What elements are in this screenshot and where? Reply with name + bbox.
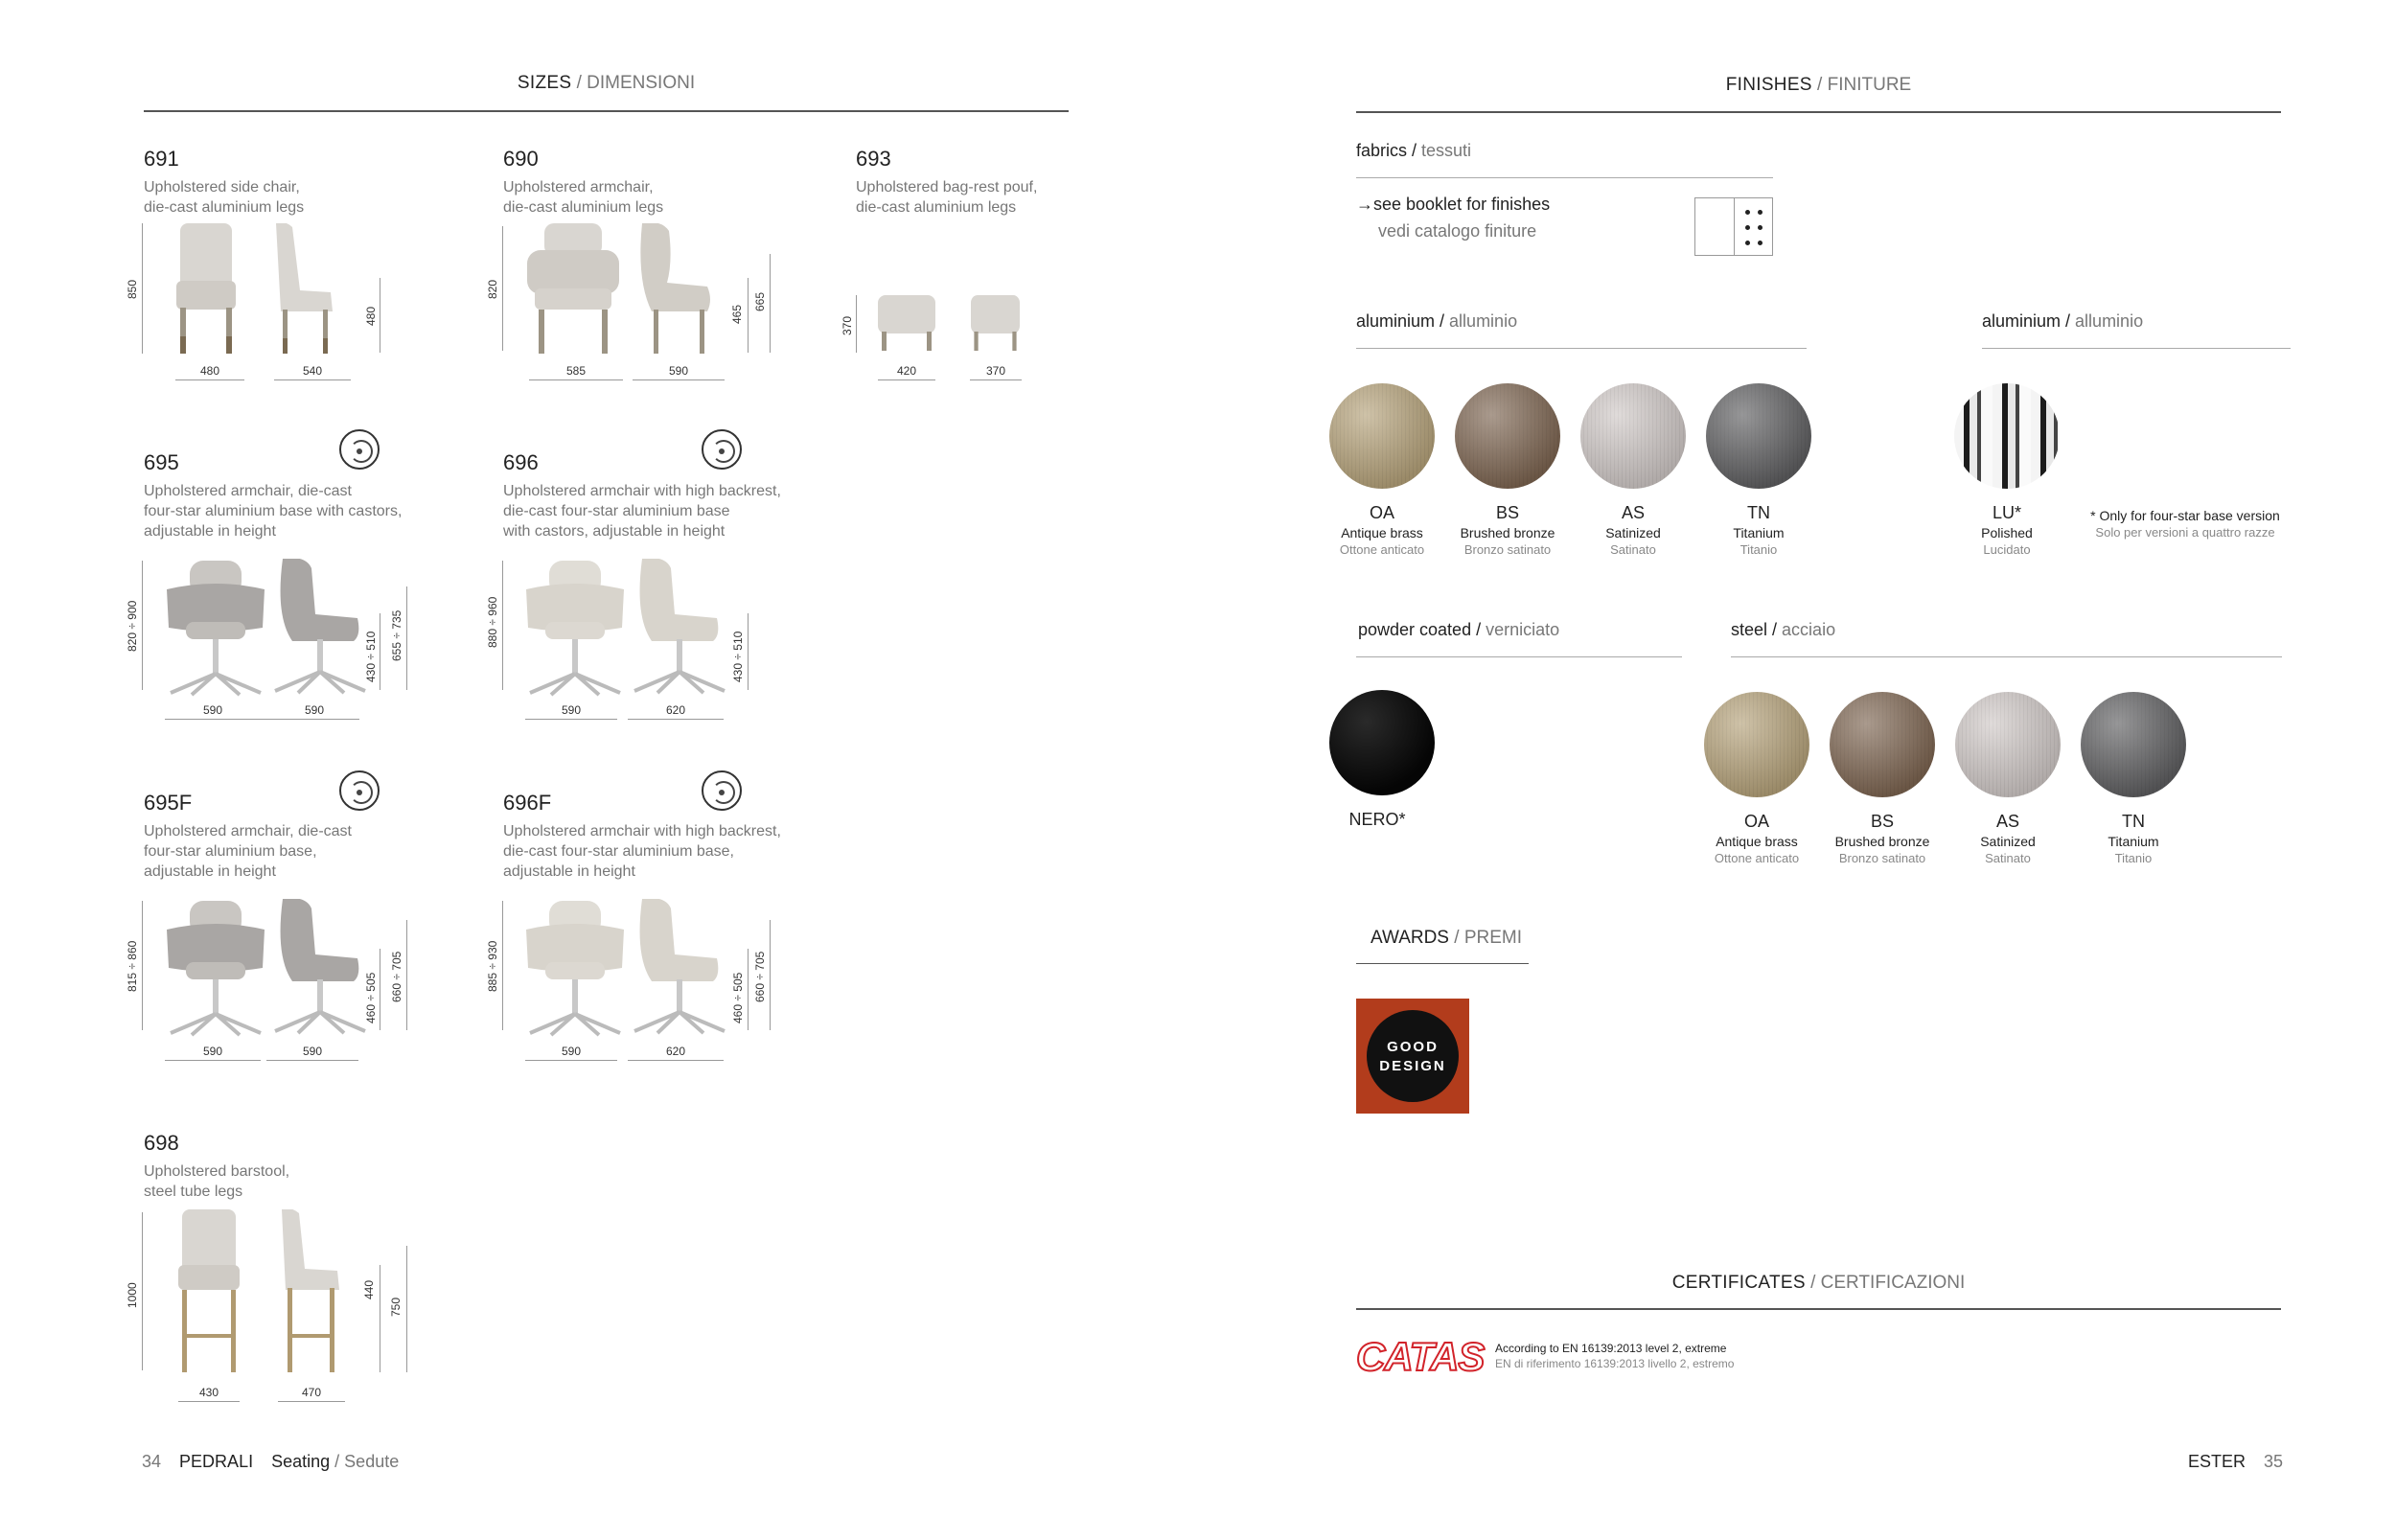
dim-depth: 590: [302, 1045, 323, 1058]
dim-seat-height: 460 ÷ 505: [364, 972, 378, 1023]
product-desc-1: Upholstered armchair,: [503, 179, 654, 195]
swatch-name-it: Ottone anticato: [1339, 542, 1425, 557]
catas-text: According to EN 16139:2013 level 2, extreme: [1495, 1342, 1727, 1355]
product-code: 690: [503, 147, 539, 171]
product-desc-1: Upholstered armchair, die-cast: [144, 483, 352, 499]
dim-height: 850: [126, 279, 139, 299]
swatch-code: AS: [1995, 812, 2019, 831]
product-desc-2: die-cast four-star aluminium base: [503, 503, 730, 519]
dim-depth: 590: [668, 364, 689, 378]
dim-seat-height: 480: [364, 306, 378, 326]
right-footer: [2185, 1452, 2283, 1472]
product-code: 696: [503, 450, 539, 474]
dim-width: 585: [565, 364, 587, 378]
page-number: 35: [2263, 1452, 2283, 1471]
swatch-code: BS: [1870, 812, 1894, 831]
chair-690-front: [525, 223, 626, 357]
dim-width: 480: [199, 364, 220, 378]
swatch-name-it: Ottone anticato: [1714, 851, 1800, 865]
swivel-icon: [339, 770, 380, 811]
product-desc-2: steel tube legs: [144, 1184, 243, 1200]
section-name: Seating: [271, 1452, 331, 1471]
finishes-heading: FINISHES / FINITURE: [1725, 75, 1912, 95]
dim-depth: 470: [301, 1386, 322, 1399]
dim-arm-height: 655 ÷ 735: [390, 609, 403, 661]
polished-note: * Only for four-star base version: [2090, 508, 2280, 523]
chair-691-front: [173, 223, 249, 357]
chair-695f-front: [163, 901, 268, 1037]
swatch-name: Satinized: [1605, 525, 1661, 540]
product-696f: [503, 791, 781, 882]
product-desc-3: adjustable in height: [503, 863, 635, 880]
dim-width: 590: [202, 703, 223, 717]
swivel-icon: [702, 770, 742, 811]
chair-696f-side: [623, 899, 728, 1035]
dim-arm-height: 665: [753, 291, 767, 311]
product-698: [144, 1131, 289, 1202]
section-name-it: Sedute: [344, 1452, 400, 1471]
swatch-as: [1955, 692, 2061, 797]
dim-depth: 540: [302, 364, 323, 378]
dim-seat-height: 460 ÷ 505: [731, 972, 745, 1023]
dim-height: 820 ÷ 900: [126, 600, 139, 652]
brand-name: PEDRALI: [179, 1452, 254, 1471]
swatch-code: OA: [1743, 812, 1769, 831]
polished-swatch: [1954, 383, 2060, 489]
sizes-rule: [144, 110, 1069, 112]
swatch-code: TN: [2122, 812, 2145, 831]
swivel-icon: [339, 429, 380, 470]
dim-width: 590: [561, 703, 582, 717]
dim-depth: 590: [304, 703, 325, 717]
swatch-name-it: Bronzo satinato: [1838, 851, 1926, 865]
aluminium-polished-heading: aluminium / alluminio: [1982, 311, 2144, 331]
product-code: 691: [144, 147, 179, 171]
aluminium-heading: aluminium / alluminio: [1356, 311, 1518, 331]
pouf-693-side: [971, 295, 1023, 355]
powder-coated-heading: powder coated / verniciato: [1358, 620, 1560, 639]
product-desc-2: four-star aluminium base,: [144, 843, 317, 860]
catas-text-it: EN di riferimento 16139:2013 livello 2, estremo: [1495, 1357, 1735, 1370]
dim-width: 430: [198, 1386, 219, 1399]
product-desc-1: Upholstered armchair with high backrest,: [503, 823, 781, 839]
booklet-link-it: vedi catalogo finiture: [1378, 221, 1537, 241]
swatch-name: Satinized: [1980, 834, 2036, 849]
swatch-name: Brushed bronze: [1834, 834, 1930, 849]
swatch-code: LU*: [1992, 503, 2021, 522]
product-code: 695: [144, 450, 179, 474]
dim-height: 820: [486, 279, 499, 299]
page-number: 34: [142, 1452, 162, 1471]
product-desc-2: die-cast aluminium legs: [144, 199, 305, 216]
dim-seat-height: 465: [730, 304, 744, 324]
product-desc-1: Upholstered armchair, die-cast: [144, 823, 352, 839]
swatch-name: Titanium: [1733, 525, 1785, 540]
product-desc-1: Upholstered armchair with high backrest,: [503, 483, 781, 499]
swatch-code: AS: [1621, 503, 1645, 522]
dim-depth: 370: [985, 364, 1006, 378]
polished-note-it: Solo per versioni a quattro razze: [2095, 525, 2275, 540]
swatch-as: [1580, 383, 1686, 489]
pouf-693-front: [878, 295, 939, 355]
product-desc-2: die-cast four-star aluminium base,: [503, 843, 734, 860]
swatch-tn: [1706, 383, 1811, 489]
swatch-name: Brushed bronze: [1460, 525, 1555, 540]
dim-width: 590: [202, 1045, 223, 1058]
dim-seat-height: 430 ÷ 510: [731, 631, 745, 682]
swatch-code: BS: [1495, 503, 1519, 522]
arrow-right-icon: →: [1356, 195, 1373, 214]
swatch-oa: [1704, 692, 1809, 797]
finishes-rule: [1356, 111, 2281, 113]
product-desc-3: with castors, adjustable in height: [503, 523, 726, 540]
fabrics-heading: fabrics / tessuti: [1356, 141, 1472, 160]
swatch-name-it: Titanio: [2114, 851, 2153, 865]
swatch-name-it: Satinato: [1610, 542, 1656, 557]
swatch-name: Titanium: [2108, 834, 2159, 849]
booklet-link[interactable]: →see booklet for finishes: [1356, 195, 1551, 214]
product-name: ESTER: [2187, 1452, 2246, 1471]
swatch-oa: [1329, 383, 1435, 489]
product-code: 695F: [144, 791, 193, 815]
chair-696-front: [522, 561, 628, 697]
dim-depth: 620: [665, 1045, 686, 1058]
swatch-tn: [2081, 692, 2186, 797]
dim-arm-height: 660 ÷ 705: [390, 951, 403, 1002]
chair-690-side: [633, 223, 728, 357]
left-footer: 34 PEDRALI Seating / Sedute: [142, 1452, 400, 1471]
product-desc-2: die-cast aluminium legs: [856, 199, 1017, 216]
swivel-icon: [702, 429, 742, 470]
swatch-code: OA: [1369, 503, 1394, 522]
swatch-name: Antique brass: [1341, 525, 1423, 540]
swatch-name-it: Lucidato: [1983, 542, 2031, 557]
swatch-code: NERO*: [1348, 810, 1406, 829]
product-code: 693: [856, 147, 891, 171]
good-design-award: GOOD DESIGN: [1356, 999, 1469, 1114]
product-desc-1: Upholstered barstool,: [144, 1163, 290, 1180]
product-code: 698: [144, 1131, 179, 1155]
dim-height: 885 ÷ 930: [486, 940, 499, 992]
product-691: [144, 147, 304, 218]
swatch-bs: [1830, 692, 1935, 797]
chair-696-side: [623, 559, 728, 695]
product-desc-3: adjustable in height: [144, 863, 276, 880]
dim-seat-height: 440: [362, 1279, 376, 1299]
steel-heading: steel / acciaio: [1731, 620, 1836, 639]
dim-height: 815 ÷ 860: [126, 940, 139, 992]
dim-height: 1000: [126, 1282, 139, 1308]
stool-698-front: [178, 1209, 243, 1374]
product-695f: [144, 791, 352, 882]
product-code: 696F: [503, 791, 552, 815]
chair-695-front: [163, 561, 268, 697]
dim-depth: 620: [665, 703, 686, 717]
dim-height: 880 ÷ 960: [486, 596, 499, 648]
catas-logo: CATAS: [1356, 1334, 1485, 1379]
chair-691-side: [271, 223, 348, 357]
chair-695f-side: [264, 899, 369, 1035]
certificates-heading: CERTIFICATES / CERTIFICAZIONI: [1671, 1273, 1966, 1293]
swatch-name: Antique brass: [1716, 834, 1798, 849]
product-690: [503, 147, 663, 218]
swatch-bs: [1455, 383, 1560, 489]
product-desc-1: Upholstered bag-rest pouf,: [856, 179, 1038, 195]
swatch-name: Polished: [1981, 525, 2033, 540]
dim-back-height: 750: [389, 1297, 403, 1317]
product-696: [503, 450, 781, 541]
product-desc-2: die-cast aluminium legs: [503, 199, 664, 216]
product-desc-1: Upholstered side chair,: [144, 179, 300, 195]
dim-seat-height: 430 ÷ 510: [364, 631, 378, 682]
booklet-icon: [1694, 197, 1773, 256]
nero-swatch: [1329, 690, 1435, 795]
swatch-code: TN: [1747, 503, 1770, 522]
product-desc-2: four-star aluminium base with castors,: [144, 503, 403, 519]
dim-width: 590: [561, 1045, 582, 1058]
awards-heading: AWARDS / PREMI: [1371, 928, 1523, 948]
dim-arm-height: 660 ÷ 705: [753, 951, 767, 1002]
stool-698-side: [278, 1209, 345, 1374]
chair-696f-front: [522, 901, 628, 1037]
product-desc-3: adjustable in height: [144, 523, 276, 540]
chair-695-side: [264, 559, 369, 695]
dim-height: 370: [841, 315, 854, 335]
swatch-name-it: Satinato: [1985, 851, 2031, 865]
swatch-name-it: Bronzo satinato: [1463, 542, 1552, 557]
dim-width: 420: [896, 364, 917, 378]
product-693: [856, 147, 1037, 218]
swatch-name-it: Titanio: [1739, 542, 1778, 557]
sizes-heading: SIZES / DIMENSIONI: [517, 73, 696, 93]
